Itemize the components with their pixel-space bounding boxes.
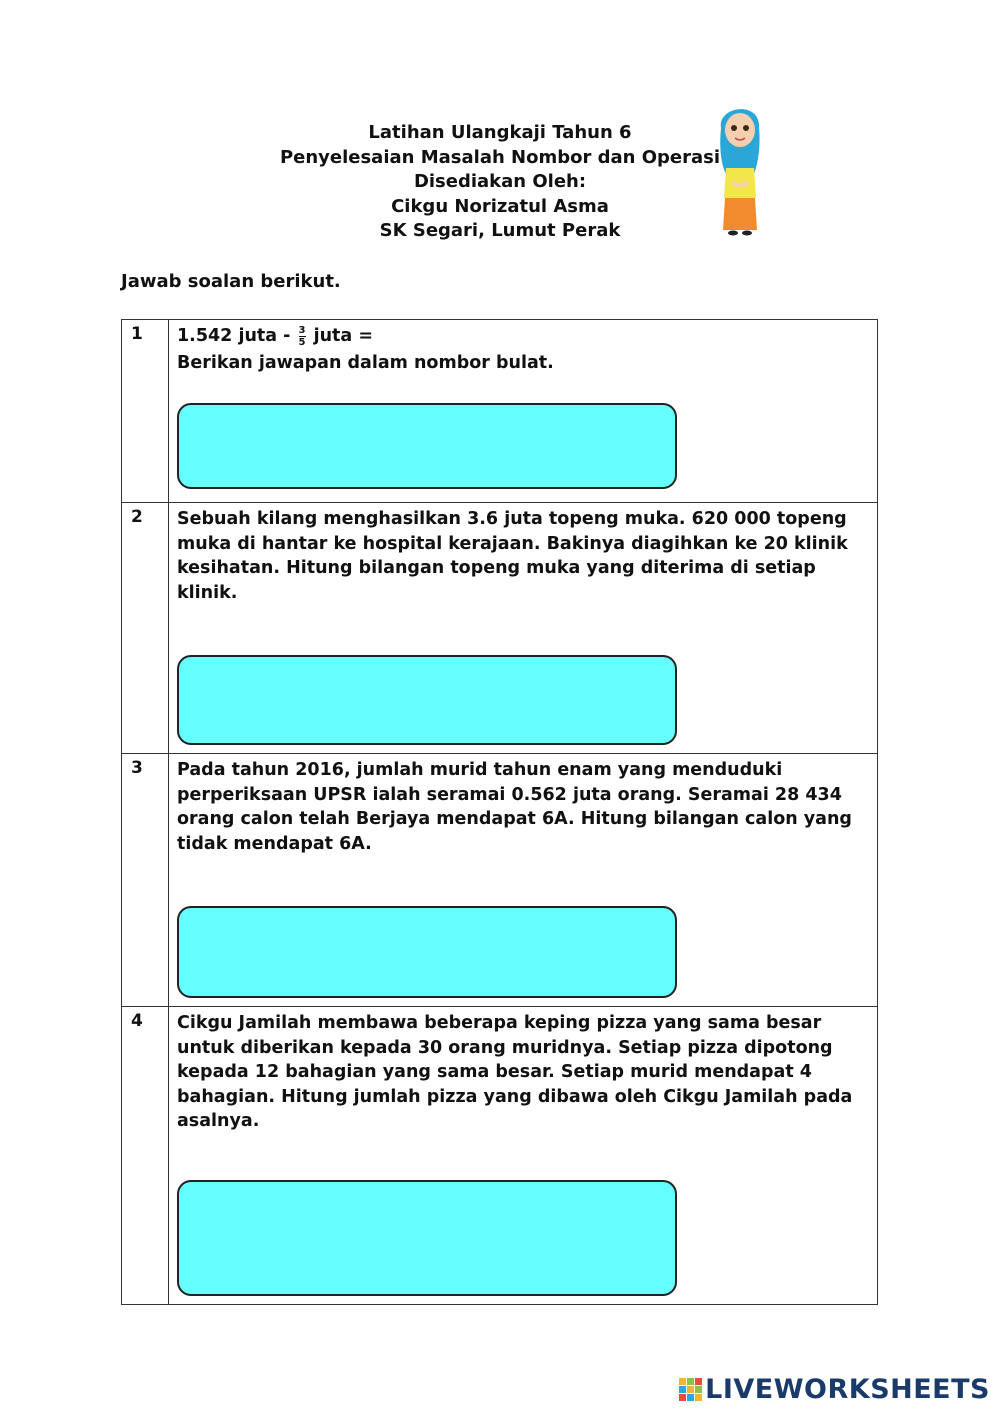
question-text <box>177 324 869 349</box>
header-title: Latihan Ulangkaji Tahun 6 <box>368 122 632 143</box>
question-cell <box>169 754 878 1007</box>
question-cell <box>169 503 878 754</box>
question-number: 4 <box>122 1007 169 1305</box>
header-school: SK Segari, Lumut Perak <box>379 220 621 241</box>
question-number: 1 <box>122 320 169 503</box>
question-expression-b: juta = <box>313 326 373 346</box>
question-text: Cikgu Jamilah membawa beberapa keping pizza yang sama besar untuk diberikan kepada 30 orang muridnya. Setiap pizza dipotong kepada 12 bahagian yang sama besar. Setiap murid mendapat 4 bahagian. Hitung jumlah pizza yang dibawa oleh Cikgu Jamilah pada asalnya. <box>177 1013 853 1131</box>
question-number: 3 <box>122 754 169 1007</box>
header-teacher-name: Cikgu Norizatul Asma <box>391 195 609 217</box>
question-instruction: Berikan jawapan dalam nombor bulat. <box>177 352 554 373</box>
liveworksheets-logo-icon <box>679 1378 703 1402</box>
fraction-numerator: 3 <box>298 324 306 336</box>
header-prepared-by: Disediakan Oleh: <box>413 171 587 192</box>
question-text: Sebuah kilang menghasilkan 3.6 juta topeng muka. 620 000 topeng muka di hantar ke hospital kerajaan. Bakinya diagihkan ke 20 klinik kesihatan. Hitung bilangan topeng muka yang diterima di setiap klinik. <box>177 509 848 603</box>
question-row-2 <box>122 503 878 754</box>
worksheet-header <box>200 121 800 244</box>
fraction-denominator: 5 <box>298 336 306 348</box>
answer-box-1[interactable] <box>177 403 677 489</box>
question-row-1 <box>122 320 878 503</box>
answer-box-3[interactable] <box>177 906 677 998</box>
answer-box-4[interactable] <box>177 1180 677 1296</box>
question-cell <box>169 1007 878 1305</box>
brand-name: LIVEWORKSHEETS <box>705 1374 990 1405</box>
instruction-text: Jawab soalan berikut. <box>121 271 341 292</box>
fraction <box>299 325 306 348</box>
questions-table <box>121 319 878 1305</box>
question-row-4 <box>122 1007 878 1305</box>
teacher-avatar-icon <box>713 98 767 238</box>
question-row-3 <box>122 754 878 1007</box>
liveworksheets-logo[interactable] <box>679 1374 990 1405</box>
answer-box-2[interactable] <box>177 655 677 745</box>
question-number: 2 <box>122 503 169 754</box>
question-text: Pada tahun 2016, jumlah murid tahun enam yang menduduki perperiksaan UPSR ialah seramai 0.562 juta orang. Seramai 28 434 orang calon telah Berjaya mendapat 6A. Hitung bilangan calon yang tidak mendapat 6A. <box>177 760 852 854</box>
question-expression-a: 1.542 juta - <box>177 326 291 346</box>
question-cell <box>169 320 878 503</box>
header-subtitle: Penyelesaian Masalah Nombor dan Operasi <box>279 146 721 168</box>
